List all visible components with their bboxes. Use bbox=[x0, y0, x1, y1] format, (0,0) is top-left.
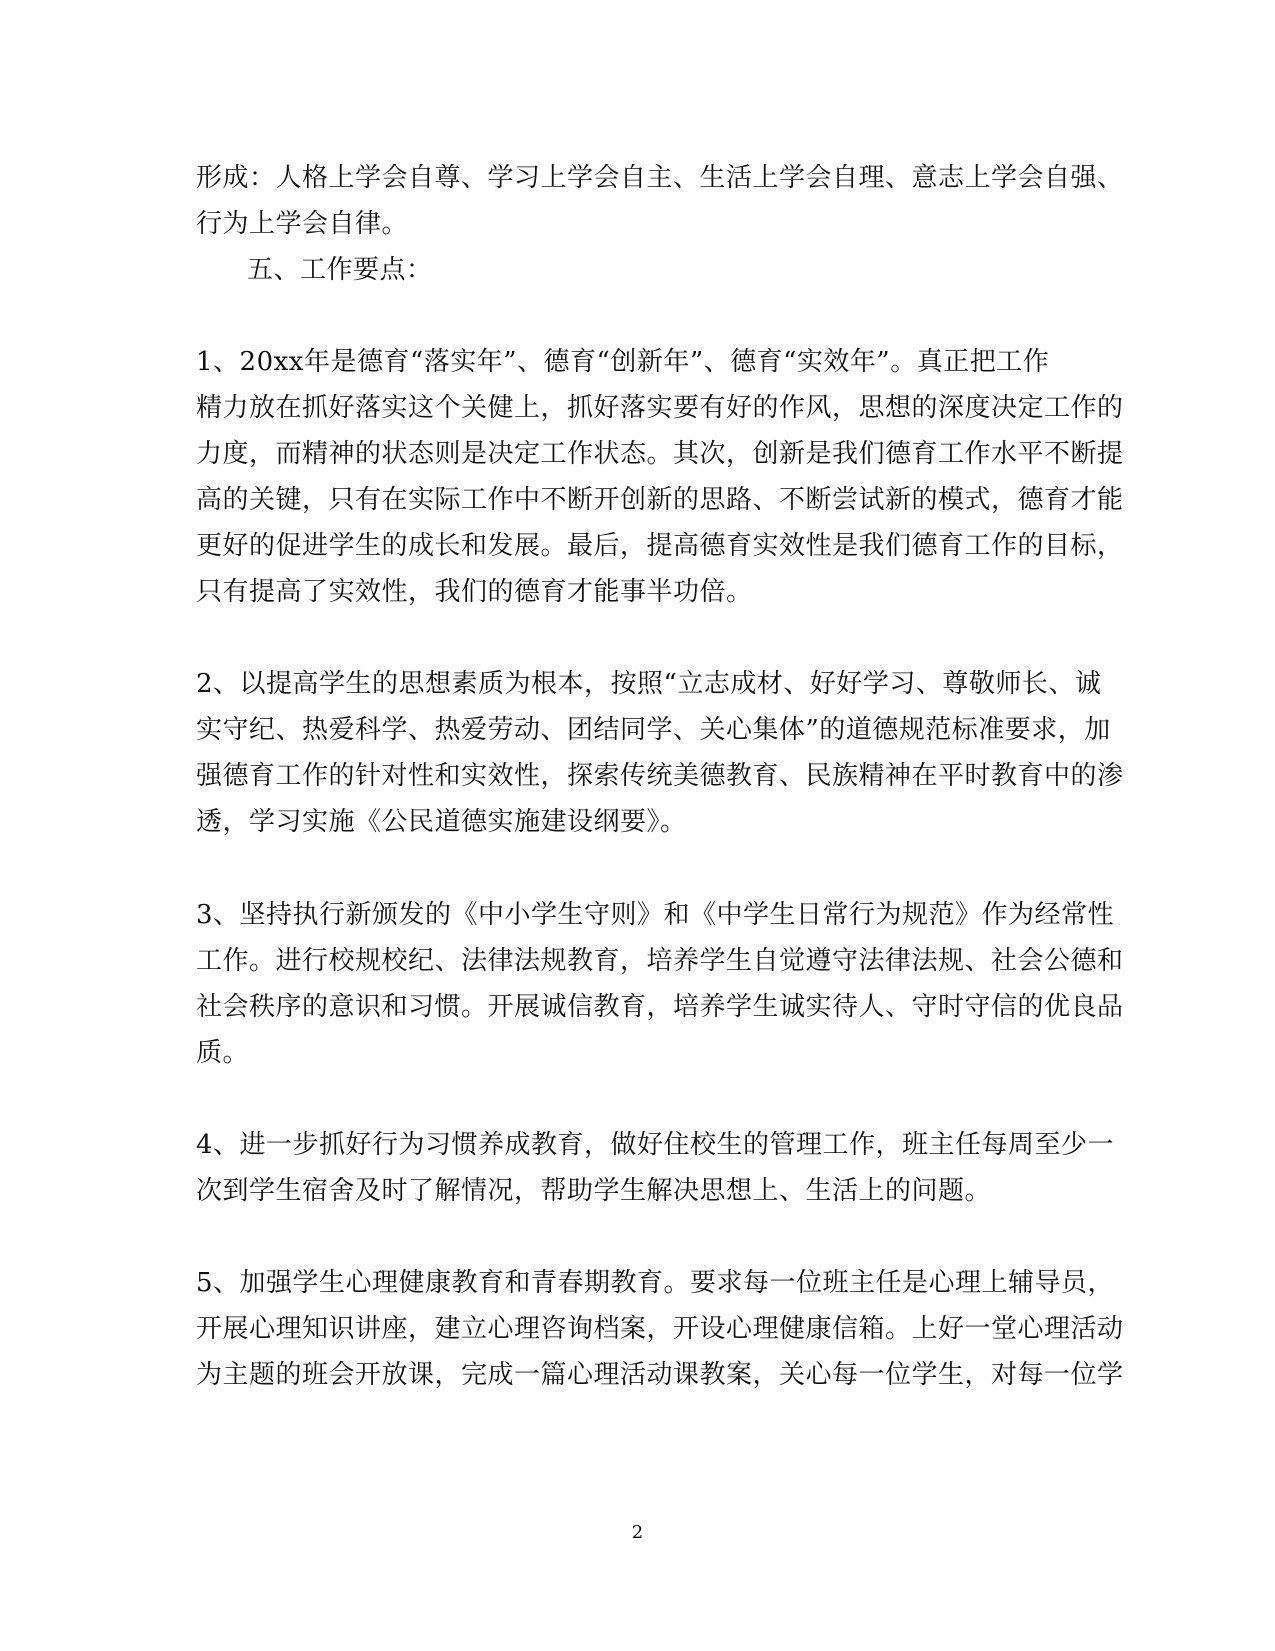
text-line: 透，学习实施《公民道德实施建设纲要》。 bbox=[196, 807, 687, 837]
section-heading: 五、工作要点： bbox=[247, 255, 433, 285]
text-line: 次到学生宿舍及时了解情况，帮助学生解决思想上、生活上的问题。 bbox=[196, 1176, 992, 1206]
text-line: 更好的促进学生的成长和发展。最后，提高德育实效性是我们德育工作的目标， bbox=[196, 531, 1124, 561]
page-number: 2 bbox=[631, 1522, 644, 1543]
text-line: 工作。进行校规校纪、法律法规教育，培养学生自觉遵守法律法规、社会公德和 bbox=[196, 946, 1124, 976]
text-line: 精力放在抓好落实这个关健上，抓好落实要有好的作风，思想的深度决定工作的 bbox=[196, 393, 1124, 423]
text-line: 2、以提高学生的思想素质为根本，按照“立志成材、好好学习、尊敬师长、诚 bbox=[196, 669, 1102, 699]
text-line: 5、加强学生心理健康教育和青春期教育。要求每一位班主任是心理上辅导员， bbox=[196, 1268, 1115, 1298]
text-line: 为主题的班会开放课，完成一篇心理活动课教案，关心每一位学生，对每一位学 bbox=[196, 1360, 1124, 1390]
text-line: 质。 bbox=[196, 1038, 250, 1068]
text-line: 只有提高了实效性，我们的德育才能事半功倍。 bbox=[196, 577, 753, 607]
text-line: 社会秩序的意识和习惯。开展诚信教育，培养学生诚实待人、守时守信的优良品 bbox=[196, 992, 1124, 1022]
text-line: 形成：人格上学会自尊、学习上学会自主、生活上学会自理、意志上学会自强、 bbox=[196, 163, 1124, 193]
text-line: 高的关键，只有在实际工作中不断开创新的思路、不断尝试新的模式，德育才能 bbox=[196, 485, 1124, 515]
text-line: 开展心理知识讲座，建立心理咨询档案，开设心理健康信箱。上好一堂心理活动 bbox=[196, 1314, 1124, 1344]
text-line: 3、坚持执行新颁发的《中小学生守则》和《中学生日常行为规范》作为经常性 bbox=[196, 900, 1115, 930]
text-line: 1、20xx年是德育“落实年”、德育“创新年”、德育“实效年”。真正把工作 bbox=[196, 347, 1050, 377]
text-line: 力度，而精神的状态则是决定工作状态。其次，创新是我们德育工作水平不断提 bbox=[196, 439, 1124, 469]
text-line: 4、进一步抓好行为习惯养成教育，做好住校生的管理工作，班主任每周至少一 bbox=[196, 1130, 1115, 1160]
text-line: 强德育工作的针对性和实效性，探索传统美德教育、民族精神在平时教育中的渗 bbox=[196, 761, 1124, 791]
text-line: 实守纪、热爱科学、热爱劳动、团结同学、关心集体”的道德规范标准要求，加 bbox=[196, 715, 1111, 745]
text-line: 行为上学会自律。 bbox=[196, 209, 409, 239]
